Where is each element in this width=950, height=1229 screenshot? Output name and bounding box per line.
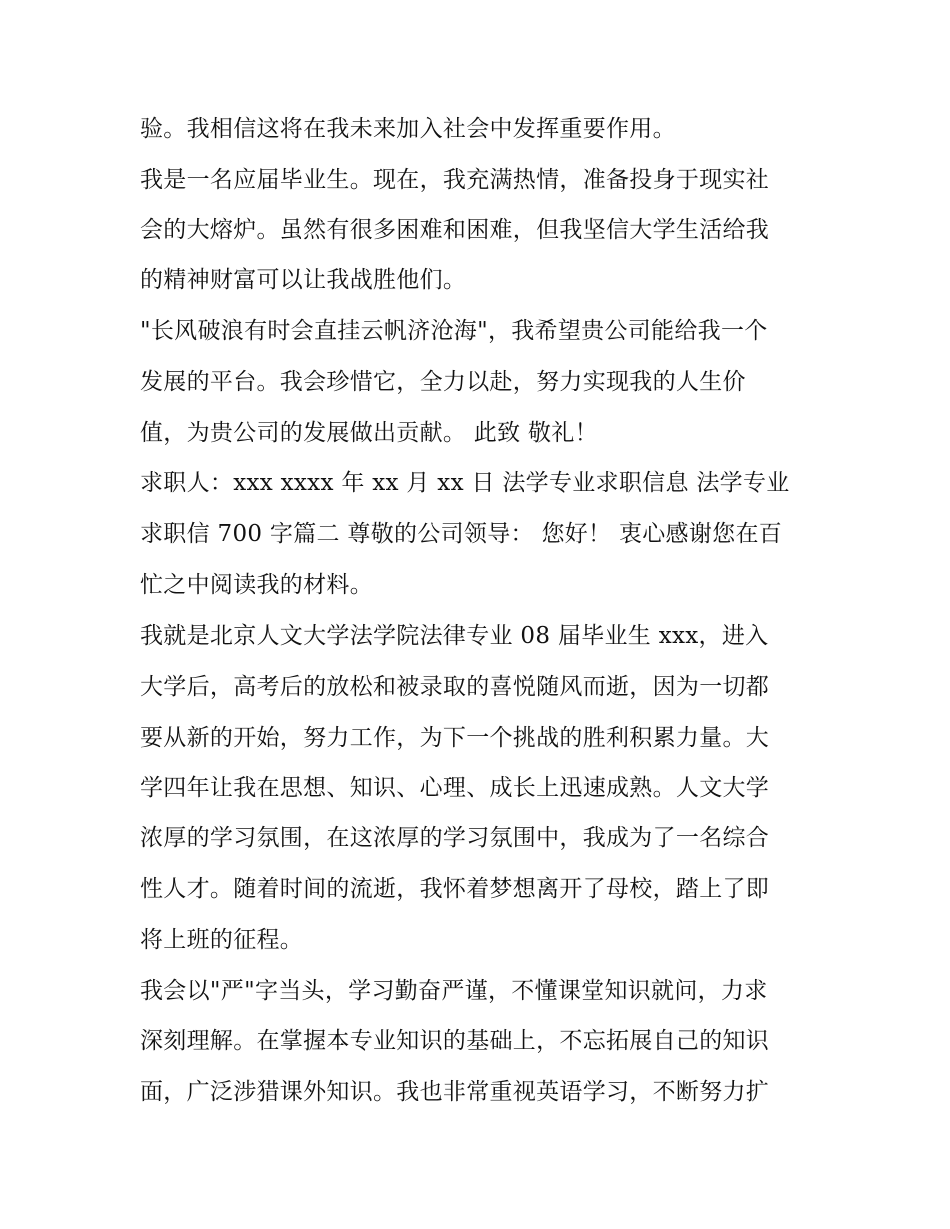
text-line: 性人才。随着时间的流逝，我怀着梦想离开了母校，踏上了即 [140, 876, 770, 902]
text-line: 深刻理解。在掌握本专业知识的基础上，不忘拓展自己的知识 [140, 1028, 770, 1054]
text-line: 学四年让我在思想、知识、心理、成长上迅速成熟。人文大学 [140, 775, 770, 801]
text-line: 大学后，高考后的放松和被录取的喜悦随风而逝，因为一切都 [140, 674, 770, 700]
text-line: 我会以"严"字当头，学习勤奋严谨，不懂课堂知识就问，力求 [140, 978, 768, 1004]
text-line: 的精神财富可以让我战胜他们。 [140, 267, 467, 293]
text-line: 浓厚的学习氛围，在这浓厚的学习氛围中，我成为了一名综合 [140, 825, 770, 851]
text-line: 面，广泛涉猎课外知识。我也非常重视英语学习，不断努力扩 [140, 1079, 770, 1105]
text-line: 将上班的征程。 [140, 927, 304, 953]
text-line: "长风破浪有时会直挂云帆济沧海"，我希望贵公司能给我一个 [140, 318, 768, 344]
text-line: 求职信 700 字篇二 尊敬的公司领导： 您好！ 衷心感谢您在百 [140, 521, 783, 547]
text-line: 值，为贵公司的发展做出贡献。 此致 敬礼！ [140, 420, 598, 446]
text-line: 求职人：xxx xxxx 年 xx 月 xx 日 法学专业求职信息 法学专业 [140, 470, 790, 496]
text-line: 验。我相信这将在我未来加入社会中发挥重要作用。 [140, 116, 676, 142]
text-line: 我就是北京人文大学法学院法律专业 08 届毕业生 xxx，进入 [140, 623, 769, 649]
text-line: 会的大熔炉。虽然有很多困难和困难，但我坚信大学生活给我 [140, 217, 770, 243]
text-line: 忙之中阅读我的材料。 [140, 572, 373, 598]
text-line: 要从新的开始，努力工作，为下一个挑战的胜利积累力量。大 [140, 725, 770, 751]
text-line: 发展的平台。我会珍惜它，全力以赴，努力实现我的人生价 [140, 369, 746, 395]
text-line: 我是一名应届毕业生。现在，我充满热情，准备投身于现实社 [140, 167, 770, 193]
